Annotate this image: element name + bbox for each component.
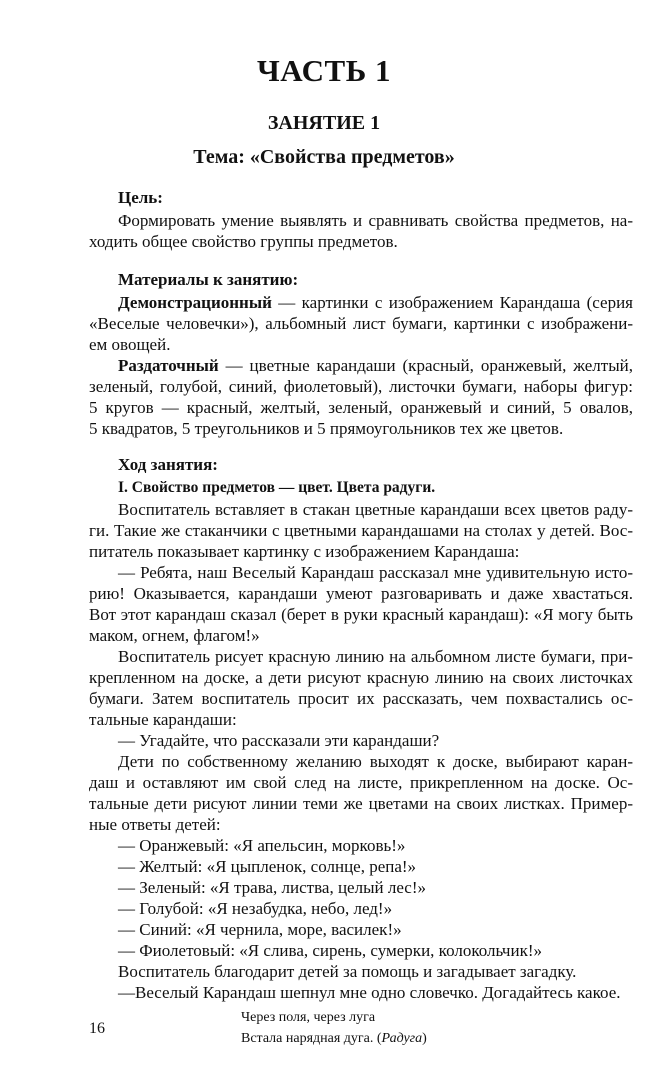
riddle-line [241,1031,427,1047]
body-line: Воспитатель вставляет в стакан цветные карандаши всех цветов раду- [118,500,633,519]
materials-handout-line [118,356,633,376]
riddle-answer: Радуга [381,1031,423,1046]
goal-heading: Цель: [118,188,163,207]
materials-demo-line [118,293,633,313]
riddle-close: ) [422,1031,427,1046]
answer-line: — Зеленый: «Я трава, листва, целый лес!» [118,878,427,897]
body-line: питатель показывает картинку с изображением Карандаша: [89,542,520,561]
answer-line: — Голубой: «Я незабудка, небо, лед!» [118,899,393,918]
body-line: даш и оставляют им свой след на листе, прикрепленном на доске. Ос- [89,773,633,792]
body-line: — Угадайте, что рассказали эти карандаши? [118,731,440,750]
body-line: тальные карандаши: [89,710,237,729]
topic-title: Тема: «Свойства предметов» [193,146,455,168]
body-line: бумаги. Затем воспитатель просит их рассказать, чем похвастались ос- [89,689,633,708]
body-line: крепленном на доске, а дети рисуют красную линию на своих листочках [89,668,633,687]
goal-line: Формировать умение выявлять и сравнивать свойства предметов, на- [118,211,633,230]
materials-handout-line: 5 кругов — красный, желтый, зеленый, оранжевый и синий, 5 овалов, [89,398,633,417]
body-line: тальные дети рисуют линии теми же цветами на своих листках. Пример- [89,794,633,813]
materials-handout-line: 5 квадратов, 5 треугольников и 5 прямоугольников тех же цветов. [89,419,564,438]
riddle-text: Встала нарядная дуга. ( [241,1031,382,1046]
answer-line: — Оранжевый: «Я апельсин, морковь!» [118,836,406,855]
lesson-title: ЗАНЯТИЕ 1 [267,112,381,134]
demo-term: Демонстрационный [118,293,272,312]
body-line: — Ребята, наш Веселый Карандаш рассказал мне удивительную исто- [118,563,633,582]
demo-text: — картинки с изображением Карандаша (серия [271,293,633,312]
page-number: 16 [89,1020,105,1037]
materials-heading: Материалы к занятию: [118,270,299,289]
body-line: маком, огнем, флагом!» [89,626,260,645]
riddle-line: Через поля, через луга [241,1010,376,1025]
body-line: ные ответы детей: [89,815,221,834]
handout-text: — цветные карандаши (красный, оранжевый, желтый, [218,356,633,375]
body-line: рию! Оказывается, карандаши умеют разговаривать и даже хвастаться. [89,584,633,603]
body-line: —Веселый Карандаш шепнул мне одно словечко. Догадайтесь какое. [118,983,621,1002]
handout-term: Раздаточный [118,356,219,375]
body-line: Воспитатель благодарит детей за помощь и загадывает загадку. [118,962,577,981]
answer-line: — Фиолетовый: «Я слива, сирень, сумерки, колокольчик!» [118,941,543,960]
body-line: Воспитатель рисует красную линию на альбомном листе бумаги, при- [118,647,633,666]
part-title: ЧАСТЬ 1 [257,53,391,88]
body-line: Дети по собственному желанию выходят к доске, выбирают каран- [118,752,633,771]
section-title: I. Свойство предметов — цвет. Цвета радуги. [118,479,436,496]
materials-handout-line: зеленый, голубой, синий, фиолетовый), листочки бумаги, наборы фигур: [89,377,633,396]
body-line: ги. Такие же стаканчики с цветными карандашами на столах у детей. Вос- [89,521,633,540]
answer-line: — Синий: «Я чернила, море, василек!» [118,920,402,939]
body-line: Вот этот карандаш сказал (берет в руки красный карандаш): «Я могу быть [89,605,633,624]
materials-demo-line: «Веселые человечки»), альбомный лист бумаги, картинки с изображени- [89,314,633,333]
goal-line: ходить общее свойство группы предметов. [89,232,398,251]
course-heading: Ход занятия: [118,455,218,474]
materials-demo-line: ем овощей. [89,335,171,354]
answer-line: — Желтый: «Я цыпленок, солнце, репа!» [118,857,417,876]
